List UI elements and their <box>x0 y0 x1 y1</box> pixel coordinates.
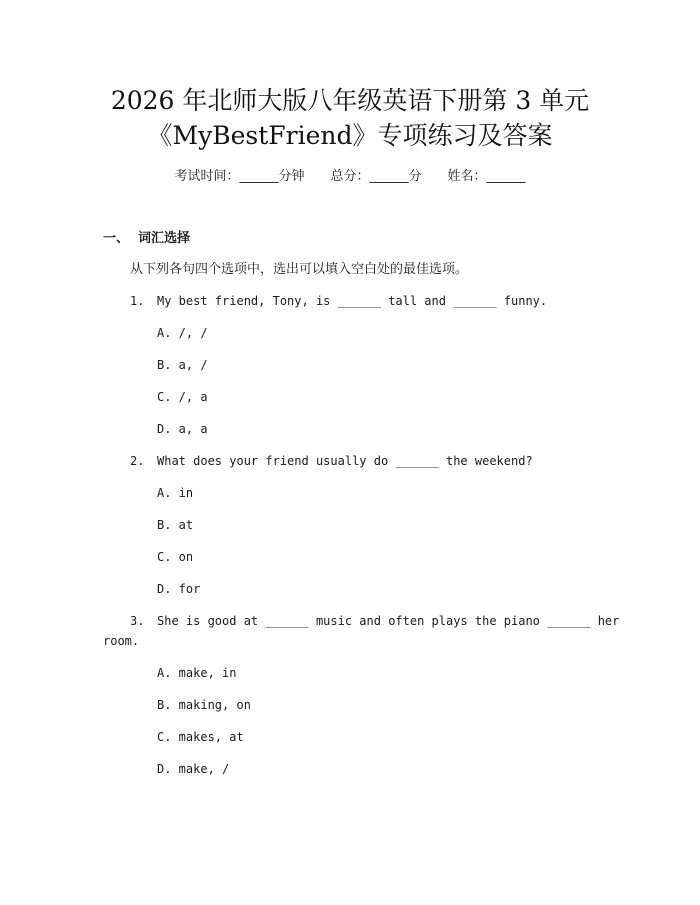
document-title-line-2: 《MyBestFriend》专项练习及答案 <box>147 121 553 150</box>
question-3-option-c: C. makes, at <box>157 730 244 744</box>
question-number: 3. <box>130 614 145 628</box>
exam-time-field: 考试时间：______分钟 <box>174 169 305 184</box>
question-1-option-a: A. /, / <box>157 326 208 340</box>
exam-meta-line <box>0 168 700 186</box>
question-1-option-b: B. a, / <box>157 358 208 372</box>
question-1-option-d: D. a, a <box>157 422 208 436</box>
question-text-line-1: She is good at ______ music and often plays the piano ______ her <box>157 614 620 628</box>
question-3-option-b: B. making, on <box>157 698 251 712</box>
section-heading <box>103 230 190 248</box>
question-3-option-a: A. make, in <box>157 666 237 680</box>
question-number: 2. <box>130 454 145 468</box>
document-title-line-1: 2026 年北师大版八年级英语下册第 3 单元 <box>110 86 590 115</box>
question-2-option-a: A. in <box>157 486 194 500</box>
question-2-option-d: D. for <box>157 582 201 596</box>
exam-score-field: 总分：______分 <box>330 169 422 184</box>
question-number: 1. <box>130 294 145 308</box>
question-text: What does your friend usually do ______ the weekend? <box>157 454 533 468</box>
question-2-option-b: B. at <box>157 518 194 532</box>
section-number: 一、 <box>103 231 130 246</box>
question-3-option-d: D. make, / <box>157 762 230 776</box>
question-text-line-2: room. <box>103 634 140 648</box>
question-1-option-c: C. /, a <box>157 390 208 404</box>
section-title: 词汇选择 <box>138 231 191 246</box>
question-text: My best friend, Tony, is ______ tall and ______ funny. <box>157 294 548 308</box>
student-name-field: 姓名：______ <box>447 169 526 184</box>
section-instruction: 从下列各句四个选项中，选出可以填入空白处的最佳选项。 <box>130 262 469 277</box>
question-2-option-c: C. on <box>157 550 194 564</box>
